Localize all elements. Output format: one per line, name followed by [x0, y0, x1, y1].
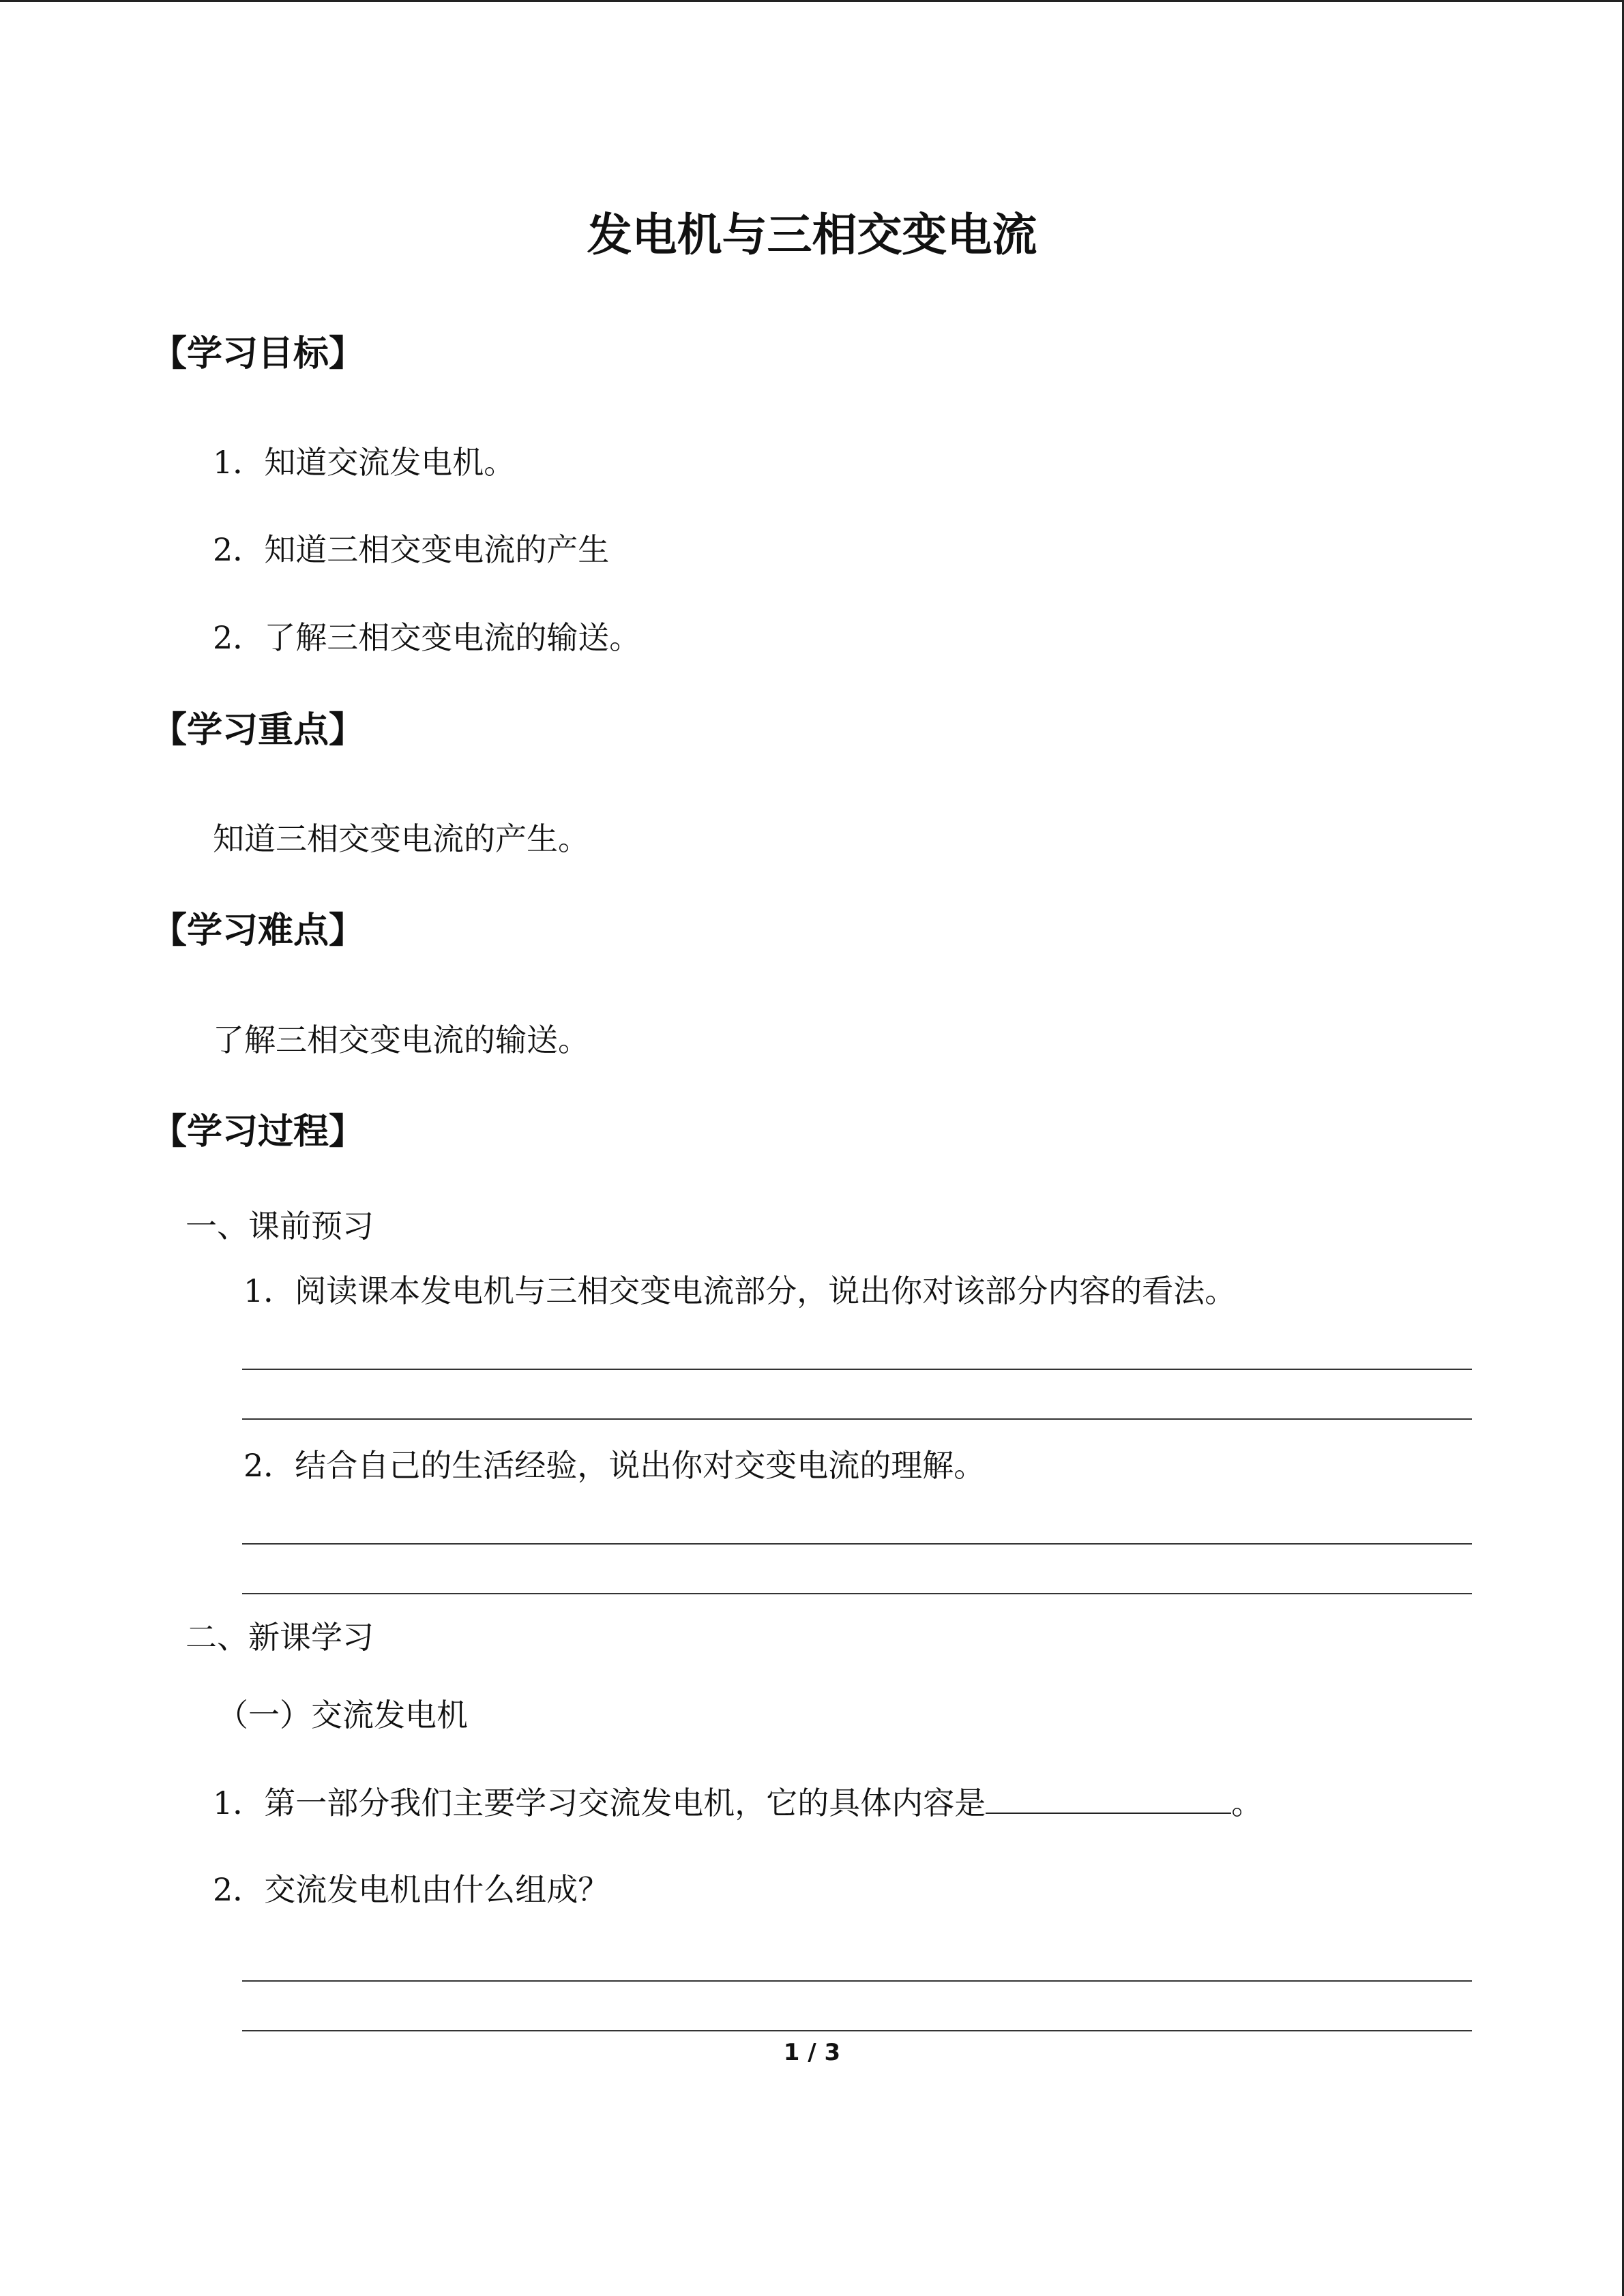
objective-item-2: 2．知道三相交变电流的产生 [213, 531, 610, 568]
page-number: 1 / 3 [783, 2039, 841, 2066]
answer-line[interactable] [242, 1543, 1472, 1545]
answer-line[interactable] [242, 1369, 1472, 1370]
generator-subheading: （一）交流发电机 [217, 1697, 468, 1733]
answer-line[interactable] [242, 2030, 1472, 2031]
preview-question-2: 2．结合自己的生活经验，说出你对交变电流的理解。 [243, 1447, 986, 1484]
page-title: 发电机与三相交变电流 [587, 209, 1037, 261]
key-points-text: 知道三相交变电流的产生。 [213, 820, 589, 857]
difficulties-heading: 【学习难点】 [151, 910, 365, 951]
answer-line[interactable] [242, 1980, 1472, 1982]
page-top-border [0, 0, 1624, 2]
process-heading: 【学习过程】 [151, 1112, 365, 1152]
question-1-period: 。 [1231, 1785, 1263, 1821]
new-lesson-label: 二、新课学习 [186, 1619, 374, 1656]
question-1-text: 1．第一部分我们主要学习交流发电机，它的具体内容是 [213, 1785, 986, 1821]
new-lesson-question-2: 2．交流发电机由什么组成？ [213, 1871, 610, 1908]
new-lesson-question-1 [213, 1781, 1263, 1825]
fill-in-blank[interactable] [986, 1783, 1231, 1814]
key-points-heading: 【学习重点】 [151, 710, 365, 751]
answer-line[interactable] [242, 1593, 1472, 1594]
preview-question-1: 1．阅读课本发电机与三相交变电流部分，说出你对该部分内容的看法。 [243, 1272, 1237, 1309]
objective-item-1: 1．知道交流发电机。 [213, 444, 516, 481]
answer-line[interactable] [242, 1418, 1472, 1420]
difficulties-text: 了解三相交变电流的输送。 [213, 1022, 589, 1058]
preview-label: 一、课前预习 [186, 1208, 374, 1244]
objective-item-3: 2．了解三相交变电流的输送。 [213, 619, 641, 656]
objectives-heading: 【学习目标】 [151, 333, 365, 374]
